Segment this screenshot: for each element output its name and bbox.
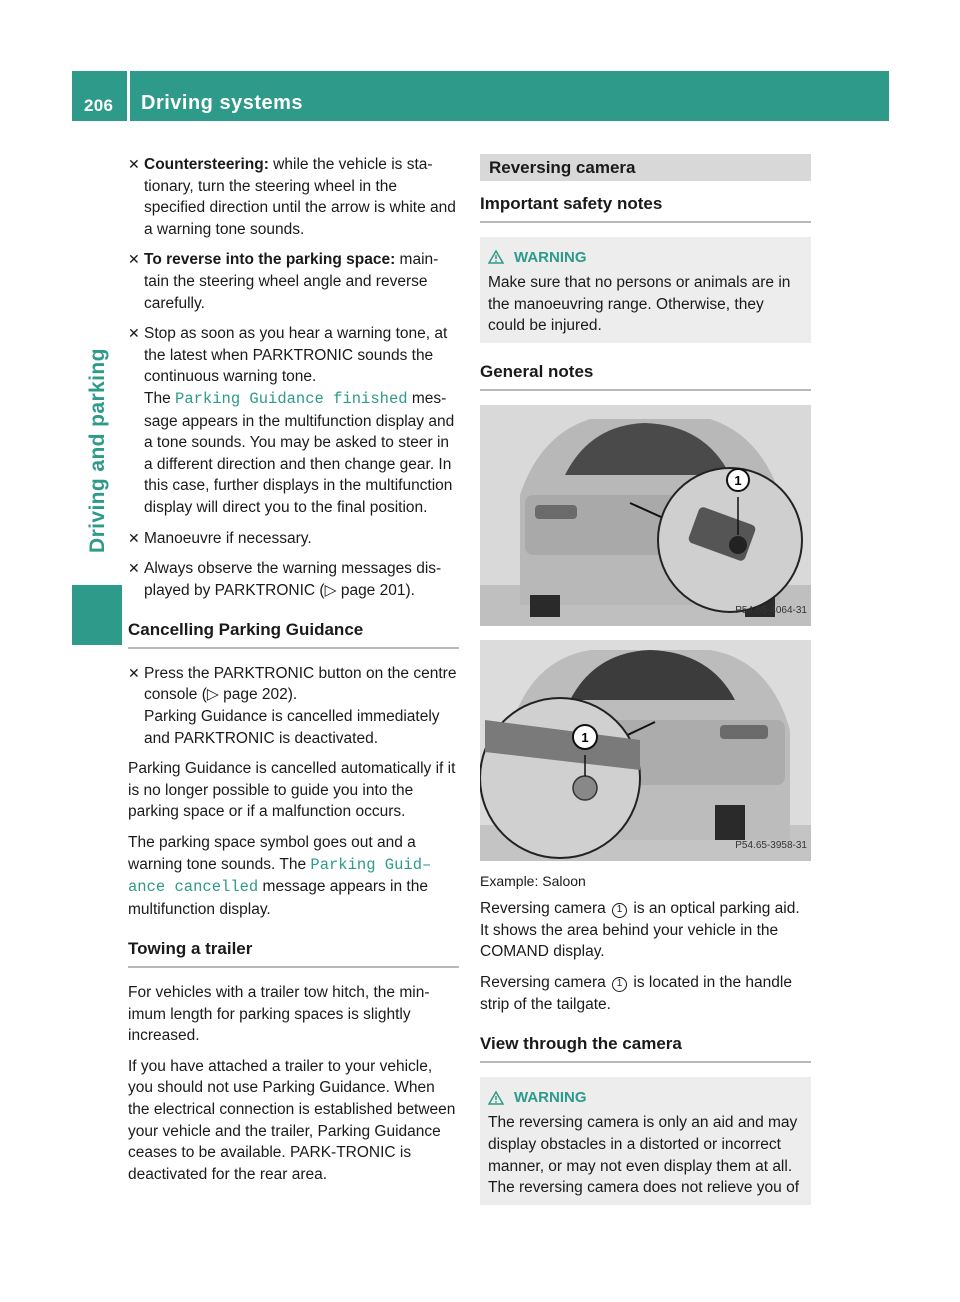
warning-box	[480, 1077, 811, 1205]
warning-box	[480, 237, 811, 343]
heading-safety: Important safety notes	[480, 193, 811, 223]
step-arrow-icon: ✕	[128, 529, 140, 546]
paragraph: Reversing camera 1 is an optical parking aid. It shows the area behind your vehicle in the COMAND display.	[480, 900, 800, 961]
callout-1-label: 1	[581, 729, 589, 745]
warning-triangle-icon	[488, 1091, 504, 1105]
photo-code: P54.65-3958-31	[735, 839, 807, 851]
photo-code: P54.65-4064-31	[735, 604, 807, 616]
rear-camera-photo-saloon	[480, 640, 811, 861]
heading-cancelling: Cancelling Parking Guidance	[128, 619, 459, 649]
step-arrow-icon: ✕	[128, 156, 140, 172]
callout-1-label: 1	[734, 472, 742, 488]
warning-text: The reversing camera is only an aid and may display obstacles in a distorted or incorrect manner, or may not even display them at all. The reversing camera does not relieve you of	[488, 1114, 800, 1197]
warning-title: WARNING	[514, 248, 587, 266]
display-message: Parking Guid– ance cancelled	[128, 855, 432, 897]
rear-camera-photo-coupe	[480, 405, 811, 626]
side-tab-label: Driving and parking	[86, 348, 109, 553]
paragraph: If you have attached a trailer to your vehicle, you should not use Parking Guidance. When the electrical connection is established between your vehicle and the trailer, Parking Guidance ceases to be available. PARK-TRONIC is deactivated for the rear area.	[128, 1057, 456, 1183]
step-arrow-icon: ✕	[128, 664, 140, 681]
step-arrow-icon: ✕	[128, 251, 140, 268]
page-number: 206	[84, 96, 114, 115]
side-tab-block	[72, 585, 122, 645]
section-title: Driving systems	[141, 92, 304, 114]
step-stop: ✕ Stop as soon as you hear a warning tone, at the latest when PARKTRONIC sounds the continuous warning tone. The Parking Guidance finished mes-sage appears in the multifunction display and a tone sounds. You may be asked to steer in a different direction and then change gear. In this case, further displays in the multifunction display will direct you to the final position.	[128, 325, 455, 516]
heading-general: General notes	[480, 361, 811, 391]
warning-text: Make sure that no persons or animals are in the manoeuvring range. Otherwise, they could be injured.	[488, 274, 791, 335]
heading-reversing-camera: Reversing camera	[480, 154, 811, 181]
car-rear-illustration	[480, 640, 811, 861]
heading-view: View through the camera	[480, 1033, 811, 1063]
side-tab	[86, 253, 116, 553]
car-rear-illustration	[480, 405, 811, 626]
right-column	[480, 154, 811, 1217]
paragraph: For vehicles with a trailer tow hitch, the min-imum length for parking spaces is slightly increased.	[128, 984, 430, 1045]
step-reverse: ✕ To reverse into the parking space: main-tain the steering wheel angle and reverse carefully.	[128, 251, 439, 312]
warning-title: WARNING	[514, 1088, 587, 1106]
paragraph: The parking space symbol goes out and a warning tone sounds. The Parking Guid– ance cancelled message appears in the multifunction display.	[128, 834, 432, 918]
callout-1-icon: 1	[612, 903, 627, 918]
photo-caption: Example: Saloon	[480, 872, 586, 889]
display-message: Parking Guidance finished	[175, 389, 408, 408]
paragraph: Parking Guidance is cancelled automatically if it is no longer possible to guide you into the parking space or if a malfunction occurs.	[128, 760, 456, 821]
step-countersteering: ✕ Countersteering: while the vehicle is sta-tionary, turn the steering wheel in the specified direction until the arrow is white and a warning tone sounds.	[128, 156, 456, 238]
step-press-button: ✕ Press the PARKTRONIC button on the centre console (▷ page 202). Parking Guidance is cancelled immediately and PARKTRONIC is deactivated.	[128, 664, 457, 747]
heading-towing: Towing a trailer	[128, 938, 459, 968]
step-arrow-icon: ✕	[128, 560, 140, 577]
paragraph: Reversing camera 1 is located in the handle strip of the tailgate.	[480, 973, 792, 1013]
step-arrow-icon: ✕	[128, 325, 140, 342]
header-divider	[127, 71, 130, 121]
warning-triangle-icon	[488, 250, 504, 264]
left-column	[128, 154, 459, 1194]
callout-1-icon: 1	[612, 977, 627, 992]
step-manoeuvre: ✕ Manoeuvre if necessary.	[128, 528, 459, 550]
step-observe: ✕ Always observe the warning messages dis-played by PARKTRONIC (▷ page 201).	[128, 560, 442, 599]
